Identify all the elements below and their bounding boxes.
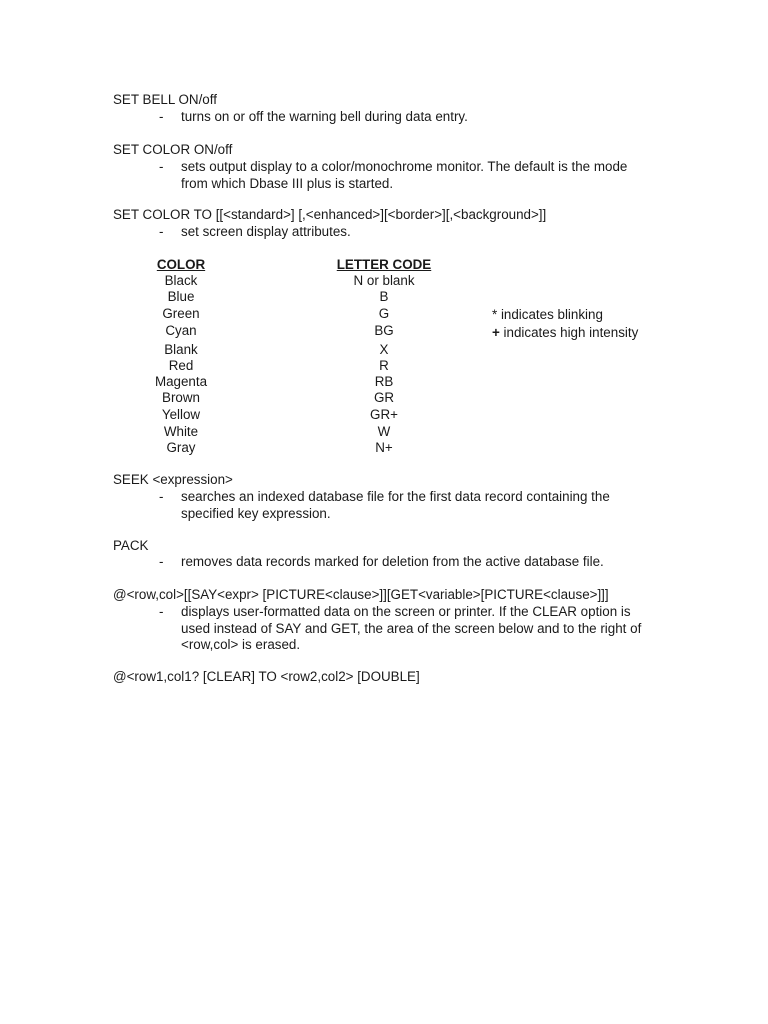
table-header-letter-code: LETTER CODE [336,257,432,272]
table-cell-code: R [379,358,389,373]
note-blinking [492,307,603,324]
description-set-color-to: set screen display attributes. [181,224,351,239]
bullet-dash: - [159,489,164,504]
table-cell-code: G [378,306,390,321]
table-cell-color: Cyan [165,323,197,338]
description-set-color-on-off: sets output display to a color/monochrome monitor. The default is the mode from which Dbase III plus is started. [181,159,628,191]
table-cell-color: White [163,424,199,439]
command-at-clear-to: @<row1,col1? [CLEAR] TO <row2,col2> [DOUBLE] [113,669,420,684]
command-at-say-get: @<row,col>[[SAY<expr> [PICTURE<clause>]][GET<variable>[PICTURE<clause>]]] [113,587,609,602]
bullet-dash: - [159,159,164,174]
table-cell-color: Red [168,358,194,373]
note-symbol: * [492,307,498,322]
table-cell-code: W [377,424,391,439]
bullet-dash: - [159,109,164,124]
table-cell-color: Yellow [161,407,201,422]
table-cell-color: Blue [167,289,195,304]
table-header-color: COLOR [156,257,206,272]
command-pack: PACK [113,538,149,553]
command-set-color-to: SET COLOR TO [[<standard>] [,<enhanced>][<border>][,<background>]] [113,207,547,222]
description-at-say-get: displays user-formatted data on the screen or printer. If the CLEAR option is used instead of SAY and GET, the area of the screen below and to the right of <row,col> is erased. [181,604,642,653]
bullet-dash: - [159,604,164,619]
table-cell-color: Gray [166,440,196,455]
command-set-color-on-off: SET COLOR ON/off [113,142,233,157]
bullet-dash: - [159,554,164,569]
table-cell-color: Blank [164,342,198,357]
command-seek: SEEK <expression> [113,472,233,487]
note-text: indicates blinking [497,307,603,322]
description-set-bell: turns on or off the warning bell during data entry. [181,109,468,124]
table-cell-code: GR [373,390,395,405]
bullet-dash: - [159,224,164,239]
table-cell-code: X [379,342,389,357]
description-seek: searches an indexed database file for the first data record containing the specified key expression. [181,489,610,521]
command-set-bell: SET BELL ON/off [113,92,217,107]
note-symbol: + [492,325,500,340]
table-cell-code: N+ [375,440,393,455]
table-cell-code: BG [374,323,394,338]
note-text: indicates high intensity [499,325,639,340]
table-cell-color: Magenta [154,374,208,389]
table-cell-color: Black [164,273,198,288]
table-cell-code: GR+ [370,407,398,422]
description-pack: removes data records marked for deletion from the active database file. [181,554,604,569]
table-cell-code: N or blank [353,273,415,288]
table-cell-code: B [379,289,389,304]
table-cell-color: Green [162,306,200,321]
note-high-intensity [492,325,638,342]
table-cell-code: RB [374,374,394,389]
table-cell-color: Brown [162,390,200,405]
